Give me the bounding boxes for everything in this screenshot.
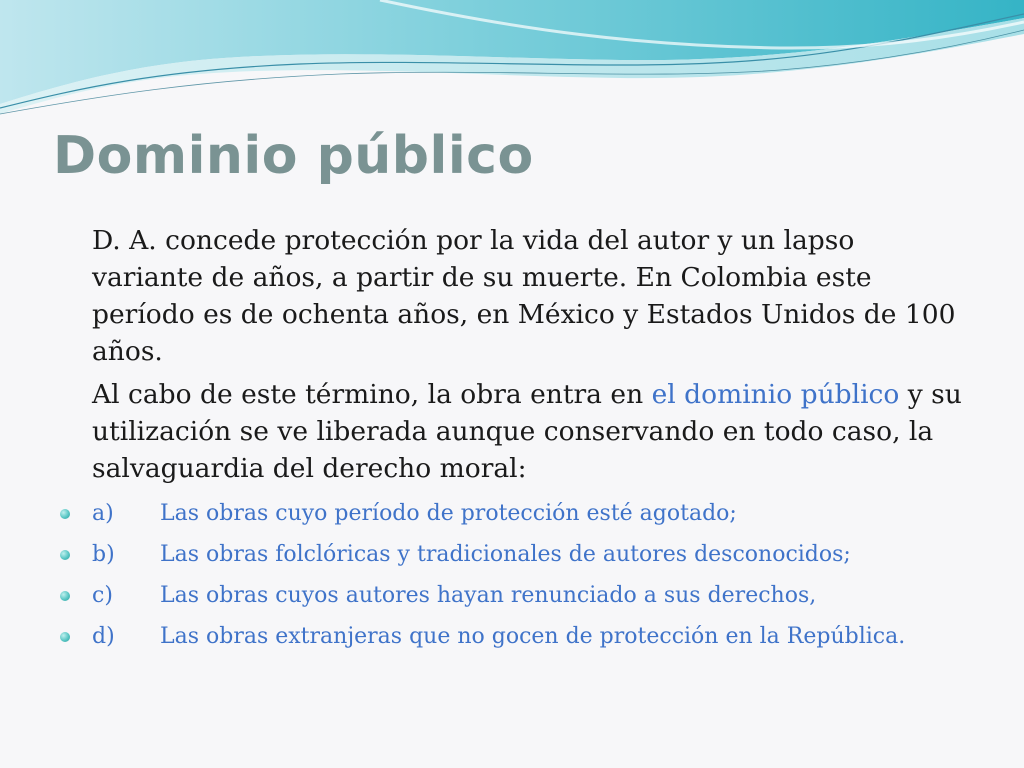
list-item — [60, 575, 905, 616]
list-item-letter: c) — [92, 583, 113, 608]
list-item — [60, 534, 905, 575]
list-item-text: Las obras folclóricas y tradicionales de autores desconocidos; — [160, 542, 851, 567]
bullet-dot-icon — [60, 509, 70, 519]
list-item — [60, 493, 905, 534]
paragraph-protection-term-text: D. A. concede protección por la vida del autor y un lapso variante de años, a partir de su muerte. En Colombia este período es de ochenta años, en México y Estados Unidos de 100 años. — [92, 225, 956, 367]
bullet-dot-icon — [60, 591, 70, 601]
list-item-text: Las obras extranjeras que no gocen de protección en la República. — [160, 624, 906, 649]
list-item-letter: a) — [92, 501, 114, 526]
slide-title: Dominio público — [53, 126, 534, 186]
paragraph-public-domain-before: Al cabo de este término, la obra entra en — [92, 379, 652, 410]
list-item-letter: d) — [92, 624, 115, 649]
list-item — [60, 616, 905, 657]
paragraph-protection-term — [92, 222, 972, 370]
decorative-wave-banner — [0, 0, 1024, 130]
bullet-dot-icon — [60, 632, 70, 642]
list-item-letter: b) — [92, 542, 115, 567]
list-item-text: Las obras cuyos autores hayan renunciado a sus derechos, — [160, 583, 817, 608]
paragraph-public-domain-after: y su utilización se ve liberada aunque conservando en todo caso, la salvaguardia del derecho moral: — [92, 379, 962, 484]
public-domain-link[interactable]: el dominio público — [651, 379, 900, 410]
bullet-dot-icon — [60, 550, 70, 560]
public-domain-list — [60, 493, 905, 657]
list-item-text: Las obras cuyo período de protección esté agotado; — [160, 501, 737, 526]
paragraph-public-domain — [92, 376, 972, 487]
